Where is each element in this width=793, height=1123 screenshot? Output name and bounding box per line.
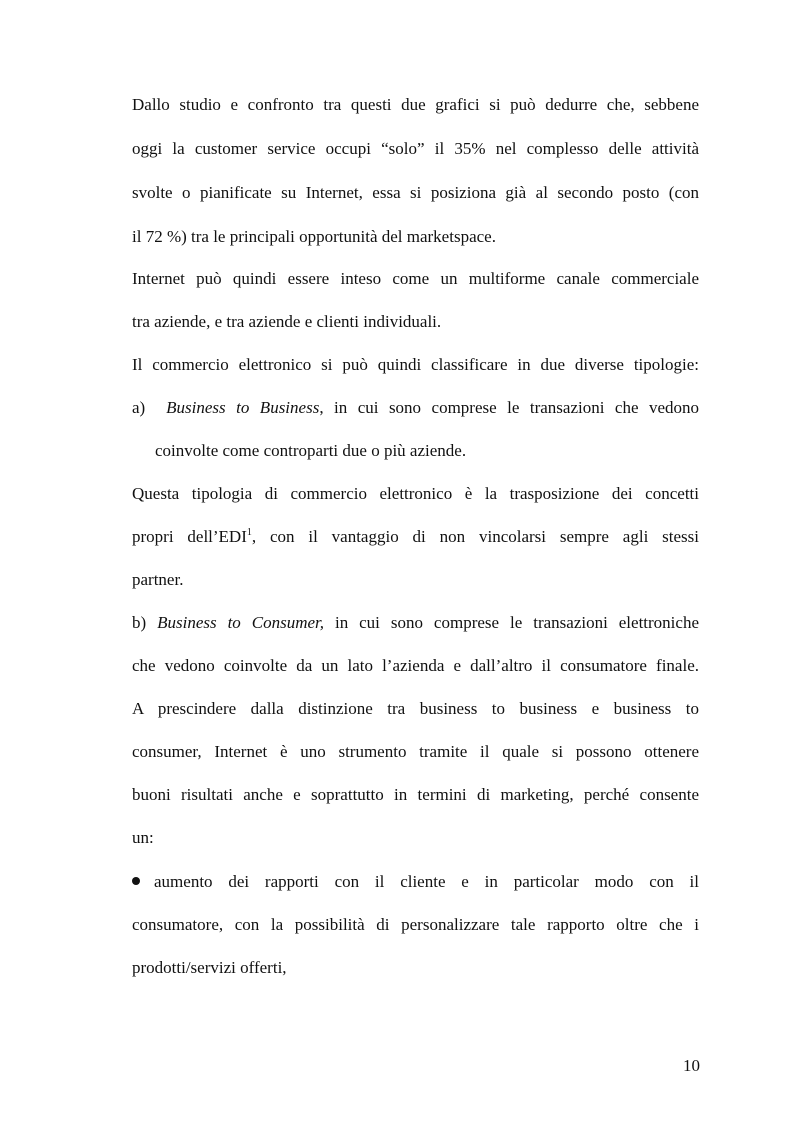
text-line [132, 527, 699, 547]
text-line: tra aziende, e tra aziende e clienti individuali. [132, 312, 442, 331]
text-line: oggi la customer service occupi “solo” il 35% nel complesso delle attività [132, 139, 699, 158]
text-line: partner. [132, 570, 184, 589]
text-line: il 72 %) tra le principali opportunità del marketspace. [132, 227, 496, 246]
bullet-item [132, 872, 699, 892]
text-line: Il commercio elettronico si può quindi classificare in due diverse tipologie: [132, 355, 699, 374]
list-item-b [132, 613, 699, 633]
text-line: svolte o pianificate su Internet, essa si posiziona già al secondo posto (con [132, 183, 699, 202]
list-marker: b) [132, 613, 147, 632]
text-span: , in cui sono comprese le transazioni che vedono [319, 398, 700, 417]
text-span: aumento dei rapporti con il cliente e in particolar modo con il [154, 872, 699, 891]
text-line: prodotti/servizi offerti, [132, 958, 287, 977]
text-line: buoni risultati anche e soprattutto in termini di marketing, perché consente [132, 785, 699, 804]
text-line: un: [132, 828, 154, 847]
text-span: in cui sono comprese le transazioni elettroniche [324, 613, 699, 632]
page-number: 10 [683, 1056, 700, 1075]
footnote-reference[interactable]: 1 [246, 527, 252, 538]
text-line: Internet può quindi essere inteso come un multiforme canale commerciale [132, 269, 699, 288]
text-line: che vedono coinvolte da un lato l’azienda e dall’altro il consumatore finale. [132, 656, 699, 675]
list-term: Business to Business [166, 398, 320, 417]
text-span: , con il vantaggio di non vincolarsi sempre agli stessi [251, 527, 699, 546]
list-marker: a) [132, 398, 146, 417]
text-line: A prescindere dalla distinzione tra business to business e business to [132, 699, 699, 718]
text-line: consumer, Internet è uno strumento tramite il quale si possono ottenere [132, 742, 699, 761]
bullet-icon [132, 877, 140, 885]
list-term: Business to Consumer, [157, 613, 325, 632]
text-line: Dallo studio e confronto tra questi due grafici si può dedurre che, sebbene [132, 95, 699, 114]
text-line: Questa tipologia di commercio elettronico è la trasposizione dei concetti [132, 484, 699, 503]
text-line: coinvolte come controparti due o più aziende. [155, 441, 467, 460]
list-item-a [132, 398, 699, 418]
text-line: consumatore, con la possibilità di personalizzare tale rapporto oltre che i [132, 915, 699, 934]
text-span: propri dell’EDI [132, 527, 247, 546]
